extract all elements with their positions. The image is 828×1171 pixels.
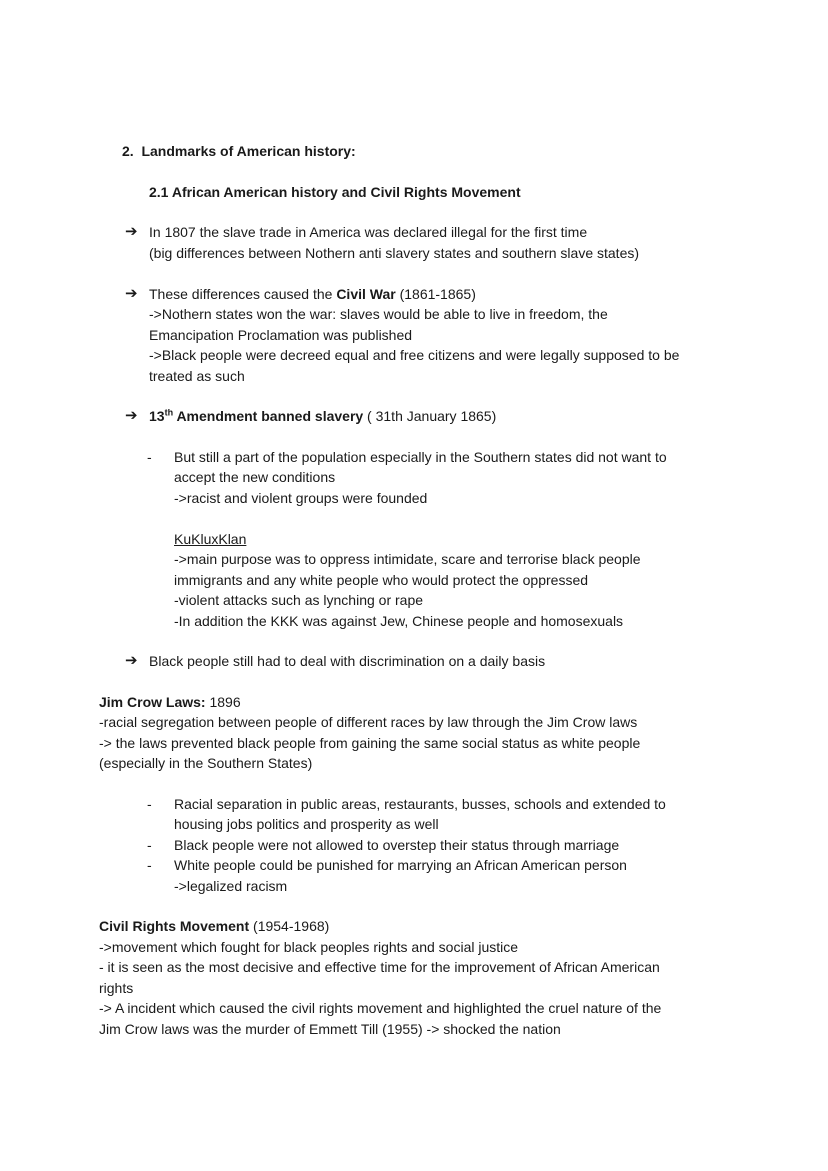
paragraph-line: But still a part of the population especially in the Southern states did not want to [174,449,667,465]
list-item: Black people were not allowed to overstep their status through marriage [174,837,620,853]
arrow-bullet-icon: ➔ [125,652,138,669]
list-item: Racial separation in public areas, restaurants, busses, schools and extended to [174,796,666,812]
arrow-bullet-icon: ➔ [125,407,138,424]
paragraph-line: rights [99,980,134,996]
jim-crow-year: 1896 [205,694,241,710]
paragraph-line: -violent attacks such as lynching or rape [174,592,424,608]
paragraph-line: -> the laws prevented black people from gaining the same social status as white people [99,735,641,751]
paragraph-line: ->Nothern states won the war: slaves would be able to live in freedom, the [149,306,608,322]
civil-war-term: Civil War [336,286,396,302]
text-run: These differences caused the [149,286,337,302]
list-item: White people could be punished for marrying an African American person [174,857,627,873]
paragraph-line: ->movement which fought for black peoples rights and social justice [99,939,519,955]
paragraph-line: immigrants and any white people who would protect the oppressed [174,572,589,588]
paragraph-line: ->racist and violent groups were founded [174,490,428,506]
paragraph-line: ->main purpose was to oppress intimidate, scare and terrorise black people [174,551,641,567]
section-title: Landmarks of American history: [141,143,356,159]
paragraph-line: ->Black people were decreed equal and free citizens and were legally supposed to be [149,347,680,363]
dash-bullet: - [147,796,152,812]
paragraph-line: -In addition the KKK was against Jew, Chinese people and homosexuals [174,613,624,629]
paragraph-line: Black people still had to deal with discrimination on a daily basis [149,653,546,669]
civil-rights-heading [99,916,329,937]
amendment-term: Amendment banned slavery [173,408,364,424]
section-number: 2. [122,143,134,159]
dash-bullet: - [147,449,152,465]
paragraph-line: (big differences between Nothern anti slavery states and southern slave states) [149,245,640,261]
kkk-title: KuKluxKlan [174,531,247,547]
arrow-bullet-icon: ➔ [125,285,138,302]
ordinal-suffix: th [164,407,174,418]
paragraph-line: (especially in the Southern States) [99,755,313,771]
paragraph-line: -racial segregation between people of different races by law through the Jim Crow laws [99,714,638,730]
civil-rights-years: (1954-1968) [249,918,330,934]
paragraph-line [149,406,496,427]
section-heading [122,141,356,162]
arrow-bullet-icon: ➔ [125,223,138,240]
amendment-number: 13 [149,408,165,424]
dash-bullet: - [147,857,152,873]
jim-crow-heading [99,692,241,713]
list-item: ->legalized racism [174,878,288,894]
paragraph-line: In 1807 the slave trade in America was declared illegal for the first time [149,224,588,240]
dash-bullet: - [147,837,152,853]
paragraph-line: accept the new conditions [174,469,336,485]
paragraph-line: Jim Crow laws was the murder of Emmett Till (1955) -> shocked the nation [99,1021,561,1037]
civil-rights-title: Civil Rights Movement [99,918,250,934]
jim-crow-title: Jim Crow Laws: [99,694,206,710]
paragraph-line: treated as such [149,368,245,384]
text-run: (1861-1865) [395,286,476,302]
paragraph-line [149,284,476,305]
paragraph-line: Emancipation Proclamation was published [149,327,413,343]
amendment-date: ( 31th January 1865) [363,408,497,424]
list-item: housing jobs politics and prosperity as well [174,816,439,832]
paragraph-line: -> A incident which caused the civil rights movement and highlighted the cruel nature of the [99,1000,662,1016]
paragraph-line: - it is seen as the most decisive and effective time for the improvement of African American [99,959,660,975]
subsection-heading: 2.1 African American history and Civil Rights Movement [149,184,521,200]
